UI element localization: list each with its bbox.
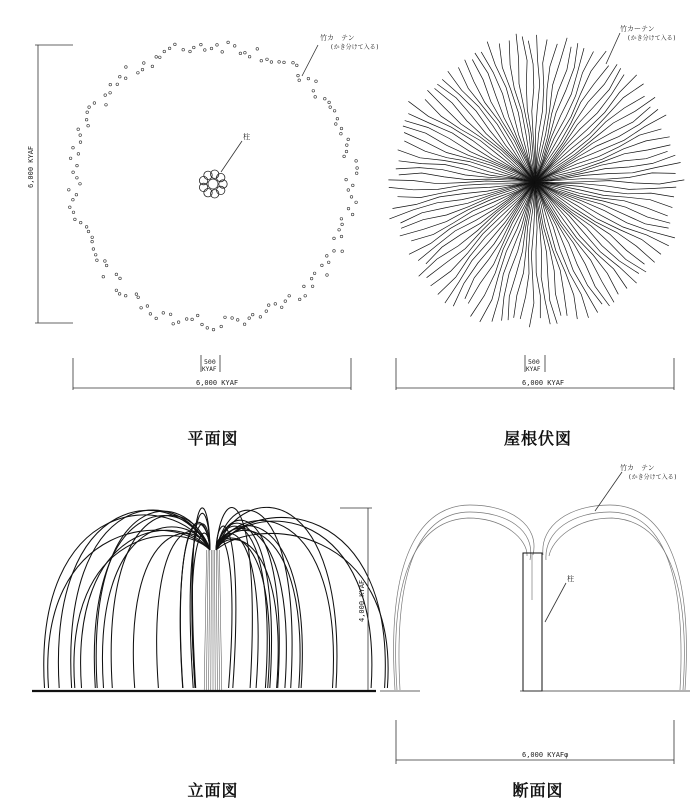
bamboo-stake bbox=[79, 134, 82, 137]
roof-strand bbox=[535, 38, 567, 182]
trunk-line bbox=[218, 550, 220, 690]
bamboo-stake bbox=[265, 310, 268, 313]
bamboo-stake bbox=[355, 160, 358, 163]
bamboo-stake bbox=[94, 254, 97, 257]
bamboo-stake bbox=[278, 61, 281, 64]
bamboo-stake bbox=[347, 207, 350, 210]
roof-strand bbox=[535, 182, 639, 274]
bamboo-radiating-strands bbox=[388, 34, 684, 327]
roof-plan-view bbox=[388, 24, 684, 390]
bamboo-stake bbox=[324, 97, 327, 100]
bamboo-stake bbox=[87, 124, 90, 127]
bamboo-stake bbox=[314, 96, 317, 99]
roof-strand bbox=[408, 101, 535, 182]
roof-strand bbox=[535, 115, 666, 182]
bamboo-stake bbox=[68, 189, 71, 192]
bamboo-arching-strands bbox=[44, 507, 388, 690]
section-pillar-label: 柱 bbox=[567, 575, 574, 583]
bamboo-stake bbox=[352, 184, 355, 187]
bamboo-stake bbox=[201, 323, 204, 326]
elevation-strand bbox=[216, 526, 267, 688]
bamboo-stake bbox=[69, 206, 72, 209]
roof-horizontal-dim-text: 6,000 KYAF bbox=[522, 379, 565, 387]
bamboo-stake bbox=[267, 304, 270, 307]
bamboo-stake bbox=[140, 307, 143, 310]
bamboo-stake bbox=[231, 317, 234, 320]
elevation-strand bbox=[216, 521, 372, 688]
bamboo-stake bbox=[233, 45, 236, 48]
roof-small-dim-unit: KYAF bbox=[526, 366, 541, 373]
elevation-strand bbox=[58, 510, 210, 688]
roof-strand bbox=[535, 107, 650, 182]
bamboo-stake bbox=[146, 305, 149, 308]
elevation-strand bbox=[216, 526, 236, 688]
bamboo-stake bbox=[79, 183, 82, 186]
bamboo-stake bbox=[321, 264, 324, 267]
bamboo-stake bbox=[313, 272, 316, 275]
section-curtain-label: 竹カ テン bbox=[620, 464, 655, 472]
elevation-strand bbox=[157, 531, 210, 688]
roof-strand bbox=[401, 182, 535, 228]
trunk-line bbox=[211, 550, 212, 690]
bamboo-stake bbox=[329, 106, 332, 109]
bamboo-stake bbox=[266, 58, 269, 61]
bamboo-stake bbox=[350, 196, 353, 199]
elevation-strand bbox=[44, 515, 210, 688]
bamboo-stake bbox=[333, 237, 336, 240]
bamboo-stake bbox=[86, 111, 89, 114]
bamboo-stake bbox=[227, 41, 230, 44]
pillar-leader-line bbox=[221, 141, 242, 172]
roof-strand bbox=[535, 182, 610, 306]
bamboo-stake bbox=[315, 80, 318, 83]
bamboo-stake bbox=[326, 255, 329, 258]
bamboo-stake bbox=[125, 66, 128, 69]
roof-strand bbox=[535, 151, 668, 182]
elevation-vertical-dim-text: 4,000 KYAF bbox=[358, 579, 366, 622]
bamboo-stake bbox=[296, 64, 299, 67]
bamboo-stake bbox=[174, 43, 177, 46]
roof-small-dimension bbox=[525, 355, 545, 373]
bamboo-stake bbox=[85, 118, 88, 121]
bamboo-stake bbox=[224, 316, 227, 319]
bamboo-stake bbox=[159, 56, 162, 59]
plan-horizontal-dim-text: 6,000 KYAF bbox=[196, 379, 239, 387]
bamboo-stake bbox=[351, 213, 354, 216]
bamboo-stake bbox=[105, 264, 108, 267]
bamboo-stake bbox=[328, 101, 331, 104]
bamboo-stake bbox=[77, 128, 80, 131]
bamboo-stake bbox=[310, 277, 313, 280]
section-arches bbox=[394, 505, 687, 690]
trunk-line bbox=[219, 550, 221, 690]
section-view bbox=[380, 463, 690, 764]
bamboo-stake bbox=[356, 167, 359, 170]
bamboo-stake bbox=[72, 198, 75, 201]
roof-strand bbox=[468, 182, 535, 304]
bamboo-stake bbox=[248, 317, 251, 320]
elevation-title: 立面図 bbox=[187, 781, 239, 800]
plan-pillar-label: 柱 bbox=[243, 133, 250, 141]
plan-small-dim-text: 500 bbox=[204, 358, 216, 366]
roof-strand bbox=[535, 44, 557, 182]
bamboo-stake bbox=[210, 47, 213, 50]
roof-strand bbox=[472, 59, 535, 182]
trunk-line bbox=[209, 550, 210, 690]
bamboo-stake bbox=[196, 314, 199, 317]
bamboo-stake bbox=[343, 155, 346, 158]
bamboo-stake bbox=[93, 102, 96, 105]
bamboo-stake bbox=[76, 164, 79, 167]
bamboo-stake bbox=[79, 141, 82, 144]
roof-curtain-leader-line bbox=[606, 33, 620, 64]
bamboo-stake bbox=[236, 319, 239, 322]
bamboo-stake-ring bbox=[68, 41, 359, 331]
bamboo-stake bbox=[259, 316, 262, 319]
bamboo-stake bbox=[243, 323, 246, 326]
bamboo-stake bbox=[338, 229, 341, 232]
elevation-strand bbox=[133, 533, 210, 688]
bamboo-stake bbox=[304, 295, 307, 298]
bamboo-stake bbox=[163, 50, 166, 53]
bamboo-stake bbox=[333, 250, 336, 253]
bamboo-stake bbox=[297, 74, 300, 77]
bamboo-stake bbox=[177, 321, 180, 324]
bamboo-stake bbox=[212, 328, 215, 331]
roof-strand bbox=[535, 66, 609, 182]
bamboo-stake bbox=[355, 201, 358, 204]
bamboo-stake bbox=[340, 235, 343, 238]
section-horizontal-dimension bbox=[396, 720, 674, 764]
bamboo-stake bbox=[345, 150, 348, 153]
bamboo-stake bbox=[75, 193, 78, 196]
bamboo-stake bbox=[341, 250, 344, 253]
pillar-core bbox=[208, 179, 218, 189]
trunk-line bbox=[215, 550, 216, 690]
elevation-strand bbox=[216, 526, 302, 688]
bamboo-stake bbox=[115, 273, 118, 276]
bamboo-stake bbox=[91, 236, 94, 239]
bamboo-stake bbox=[118, 293, 121, 296]
bamboo-stake bbox=[155, 56, 158, 59]
bamboo-stake bbox=[109, 83, 112, 86]
plan-small-dimension bbox=[201, 355, 220, 373]
bamboo-stake bbox=[193, 46, 196, 49]
bamboo-stake bbox=[244, 51, 247, 54]
bamboo-stake bbox=[141, 68, 144, 71]
bamboo-stake bbox=[88, 106, 91, 109]
bamboo-stake bbox=[347, 189, 350, 192]
elevation-strand bbox=[111, 515, 210, 688]
bamboo-stake bbox=[283, 61, 286, 64]
bamboo-stake bbox=[102, 275, 105, 278]
plan-view bbox=[27, 33, 379, 390]
bamboo-stake bbox=[248, 55, 251, 58]
bamboo-stake bbox=[172, 323, 175, 326]
bamboo-stake bbox=[206, 327, 209, 330]
bamboo-stake bbox=[85, 226, 88, 229]
bamboo-stake bbox=[256, 48, 259, 51]
bamboo-stake bbox=[346, 144, 349, 147]
bamboo-stake bbox=[124, 77, 127, 80]
bamboo-stake bbox=[280, 306, 283, 309]
bamboo-stake bbox=[169, 313, 172, 316]
bamboo-stake bbox=[355, 172, 358, 175]
pillar-cluster bbox=[199, 170, 227, 198]
plan-title: 平面図 bbox=[187, 429, 239, 448]
elevation-strand bbox=[216, 523, 272, 688]
bamboo-stake bbox=[284, 300, 287, 303]
roof-strand bbox=[458, 67, 535, 182]
bamboo-stake bbox=[336, 117, 339, 120]
bamboo-stake bbox=[311, 285, 314, 288]
bamboo-stake bbox=[119, 277, 122, 280]
bamboo-stake bbox=[189, 50, 192, 53]
bamboo-stake bbox=[220, 325, 223, 328]
bamboo-stake bbox=[340, 132, 343, 135]
curtain-leader-line bbox=[302, 45, 318, 76]
bamboo-stake bbox=[221, 51, 224, 54]
bamboo-stake bbox=[260, 59, 263, 62]
bamboo-stake bbox=[340, 127, 343, 130]
bamboo-stake bbox=[200, 43, 203, 46]
bamboo-stake bbox=[143, 62, 146, 65]
bamboo-stake bbox=[307, 77, 310, 80]
bamboo-stake bbox=[72, 171, 75, 174]
bamboo-stake bbox=[185, 318, 188, 321]
bamboo-stake bbox=[288, 295, 291, 298]
section-pillar-leader bbox=[545, 583, 566, 622]
bamboo-stake bbox=[124, 294, 127, 297]
bamboo-stake bbox=[298, 79, 301, 82]
bamboo-stake bbox=[96, 259, 99, 262]
trunk-line bbox=[204, 550, 206, 690]
plan-small-dim-unit: KYAF bbox=[202, 366, 217, 373]
bamboo-stake bbox=[137, 296, 140, 299]
bamboo-stake bbox=[298, 298, 301, 301]
bamboo-stake bbox=[216, 44, 219, 47]
bamboo-stake bbox=[335, 123, 338, 126]
section-horizontal-dim-text: 6,000 KYAFφ bbox=[522, 751, 569, 759]
bamboo-stake bbox=[91, 240, 94, 243]
elevation-strand bbox=[216, 530, 300, 688]
elevation-view bbox=[32, 507, 388, 691]
bamboo-stake bbox=[168, 47, 171, 50]
bamboo-stake bbox=[109, 92, 112, 95]
bamboo-stake bbox=[104, 94, 107, 97]
section-title: 断面図 bbox=[512, 781, 564, 800]
roof-strand bbox=[535, 182, 614, 302]
trunk-line bbox=[216, 550, 217, 690]
bamboo-stake bbox=[116, 83, 119, 86]
section-pillar bbox=[523, 553, 542, 691]
bamboo-stake bbox=[92, 248, 95, 251]
bamboo-stake bbox=[162, 312, 165, 315]
bamboo-stake bbox=[155, 317, 158, 320]
plan-vertical-dim-text: 6,000 KYAF bbox=[27, 145, 35, 188]
bamboo-stake bbox=[204, 49, 207, 52]
roof-plan-title: 屋根伏図 bbox=[503, 429, 572, 448]
roof-small-dim-text: 500 bbox=[528, 358, 540, 366]
bamboo-stake bbox=[340, 218, 343, 221]
bamboo-stake bbox=[115, 289, 118, 292]
plan-curtain-label: 竹カ テン bbox=[320, 34, 355, 42]
bamboo-stake bbox=[149, 313, 152, 316]
bamboo-stake bbox=[312, 90, 315, 93]
bamboo-stake bbox=[79, 221, 82, 224]
bamboo-stake bbox=[182, 48, 185, 51]
roof-curtain-label: 竹カーテン bbox=[620, 25, 655, 33]
bamboo-stake bbox=[270, 61, 273, 64]
bamboo-stake bbox=[274, 303, 277, 306]
bamboo-stake bbox=[105, 104, 108, 107]
roof-curtain-note: (かき分けて入る) bbox=[627, 35, 677, 42]
bamboo-stake bbox=[251, 313, 254, 316]
bamboo-stake bbox=[151, 65, 154, 68]
roof-strand bbox=[535, 155, 675, 182]
roof-strand bbox=[453, 182, 535, 306]
bamboo-stake bbox=[333, 110, 336, 113]
bamboo-stake bbox=[77, 153, 80, 156]
bamboo-stake bbox=[104, 260, 107, 263]
plan-vertical-dimension bbox=[27, 45, 73, 323]
bamboo-stake bbox=[87, 230, 90, 233]
bamboo-stake bbox=[303, 285, 306, 288]
bamboo-stake bbox=[345, 178, 348, 181]
bamboo-stake bbox=[239, 52, 242, 55]
plan-curtain-note: (かき分けて入る) bbox=[330, 44, 380, 51]
elevation-vertical-dimension bbox=[340, 508, 372, 690]
bamboo-stake bbox=[69, 157, 72, 160]
bamboo-stake bbox=[135, 293, 138, 296]
bamboo-stake bbox=[292, 61, 295, 64]
section-curtain-note: (かき分けて入る) bbox=[628, 474, 678, 481]
bamboo-stake bbox=[72, 146, 75, 149]
bamboo-stake bbox=[327, 261, 330, 264]
roof-strand bbox=[471, 182, 536, 317]
bamboo-stake bbox=[191, 318, 194, 321]
bamboo-stake bbox=[326, 274, 329, 277]
roof-strand bbox=[535, 75, 637, 182]
bamboo-stake bbox=[119, 75, 122, 78]
bamboo-stake bbox=[137, 72, 140, 75]
bamboo-stake bbox=[72, 211, 75, 214]
bamboo-stake bbox=[76, 177, 79, 180]
bamboo-stake bbox=[347, 138, 350, 141]
trunk-line bbox=[206, 550, 208, 690]
bamboo-stake bbox=[341, 223, 344, 226]
bamboo-stake bbox=[74, 218, 77, 221]
roof-strand bbox=[480, 182, 535, 322]
